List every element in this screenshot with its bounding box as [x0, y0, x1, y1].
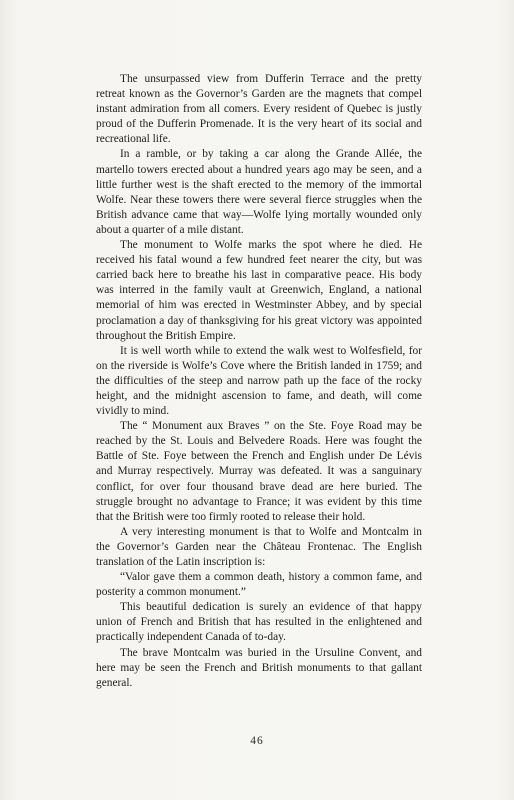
- paragraph-wolfesfield: It is well worth while to extend the walk west to Wolfesfield, for on the riverside is Wolfe’s Cove where the British landed in 1759; and the difficulties of the steep and narrow path up the face of the rocky height, and the midnight ascension to fame, and death, will come vividly to mind.: [96, 344, 422, 418]
- paragraph-monument-aux-braves: The “ Monument aux Braves ” on the Ste. Foye Road may be reached by the St. Louis and Belvedere Roads. Here was fought the Battle of Ste. Foye between the French and English under De Lévis and Murray respectively. Murray was defeated. It was a sanguinary conflict, for over four thousand brave dead are here buried. The struggle brought no advantage to France; it was evident by this time that the British were too firmly rooted to release their hold.: [96, 420, 422, 523]
- paragraph-wolfe-montcalm-monument: A very interesting monument is that to Wolfe and Montcalm in the Governor’s Garden near the Château Frontenac. The English translation of the Latin inscription is:: [96, 525, 422, 568]
- body-text: [96, 72, 422, 691]
- page-number: 46: [250, 735, 264, 747]
- paragraph-latin-inscription-translation: “Valor gave them a common death, history a common fame, and posterity a common monument.”: [96, 571, 422, 599]
- paragraph-montcalm-burial: The brave Montcalm was buried in the Ursuline Convent, and here may be seen the French and British monuments to that gallant general.: [96, 646, 422, 689]
- paragraph-dedication: This beautiful dedication is surely an evidence of that happy union of French and British that has resulted in the enlightened and practically independent Canada of to-day.: [96, 601, 422, 644]
- paragraph-wolfe-monument: The monument to Wolfe marks the spot where he died. He received his fatal wound a few hundred feet nearer the city, but was carried back here to breathe his last in comparative peace. His body was interred in the family vault at Greenwich, England, a national memorial of him was erected in Westminster Abbey, and by special proclamation a day of thanksgiving for his great victory was appointed throughout the British Empire.: [96, 239, 422, 342]
- paragraph-dufferin-terrace: The unsurpassed view from Dufferin Terrace and the pretty retreat known as the Governor’s Garden are the magnets that compel instant admiration from all comers. Every resident of Quebec is justly proud of the Dufferin Promenade. It is the very heart of its social and recreational life.: [96, 73, 422, 146]
- paragraph-grande-allee: In a ramble, or by taking a car along the Grande Allée, the martello towers erected about a hundred years ago may be seen, and a little further west is the shaft erected to the memory of the immortal Wolfe. Near these towers there were several fierce struggles when the British advance came that way—Wolfe lying mortally wounded only about a quarter of a mile distant.: [96, 148, 422, 236]
